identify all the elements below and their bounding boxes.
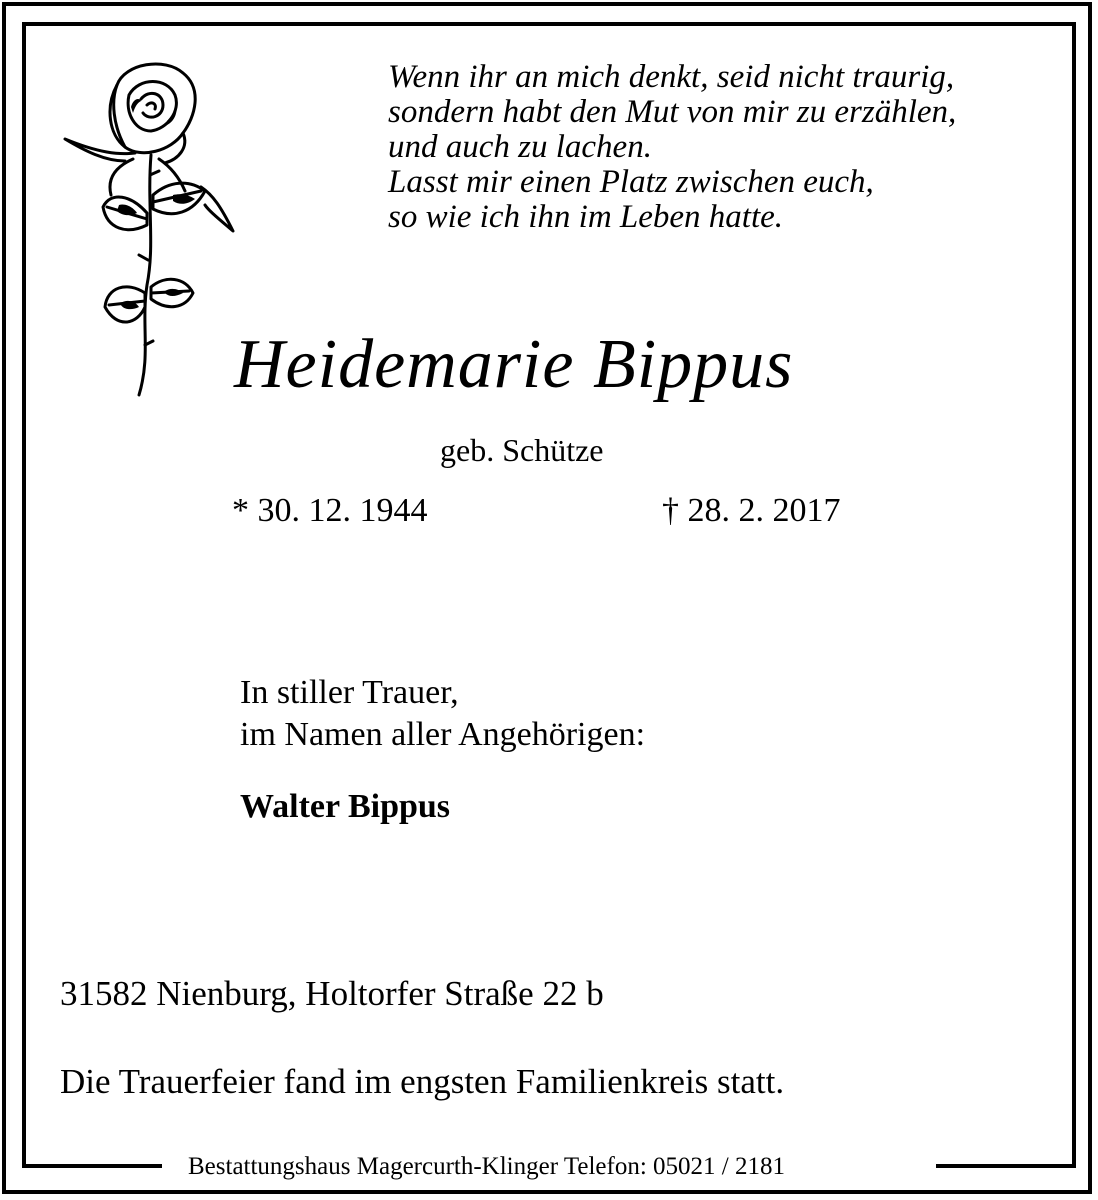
poem <box>388 60 956 235</box>
address: 31582 Nienburg, Holtorfer Straße 22 b <box>60 974 604 1013</box>
poem-line: Wenn ihr an mich denkt, seid nicht traurig, <box>388 59 955 95</box>
ceremony-note: Die Trauerfeier fand im engsten Familienkreis statt. <box>60 1062 785 1101</box>
deceased-name: Heidemarie Bippus <box>234 326 794 403</box>
death-date: † 28. 2. 2017 <box>662 492 841 529</box>
poem-line: so wie ich ihn im Leben hatte. <box>388 199 784 235</box>
poem-line: sondern habt den Mut von mir zu erzählen, <box>388 94 957 130</box>
rose-icon <box>55 55 240 400</box>
mourning-line: In stiller Trauer, <box>240 674 459 711</box>
mourning-line: im Namen aller Angehörigen: <box>240 716 646 753</box>
poem-line: Lasst mir einen Platz zwischen euch, <box>388 164 874 200</box>
funeral-home-footer: Bestattungshaus Magercurth-Klinger Telefon: 05021 / 2181 <box>180 1152 793 1182</box>
footer-rule-right <box>936 1164 1076 1168</box>
mourning-text <box>240 672 645 756</box>
footer-rule-left <box>22 1164 162 1168</box>
birth-date: * 30. 12. 1944 <box>232 492 428 529</box>
poem-line: und auch zu lachen. <box>388 129 652 165</box>
signer-name: Walter Bippus <box>240 788 451 825</box>
maiden-name: geb. Schütze <box>440 432 604 468</box>
